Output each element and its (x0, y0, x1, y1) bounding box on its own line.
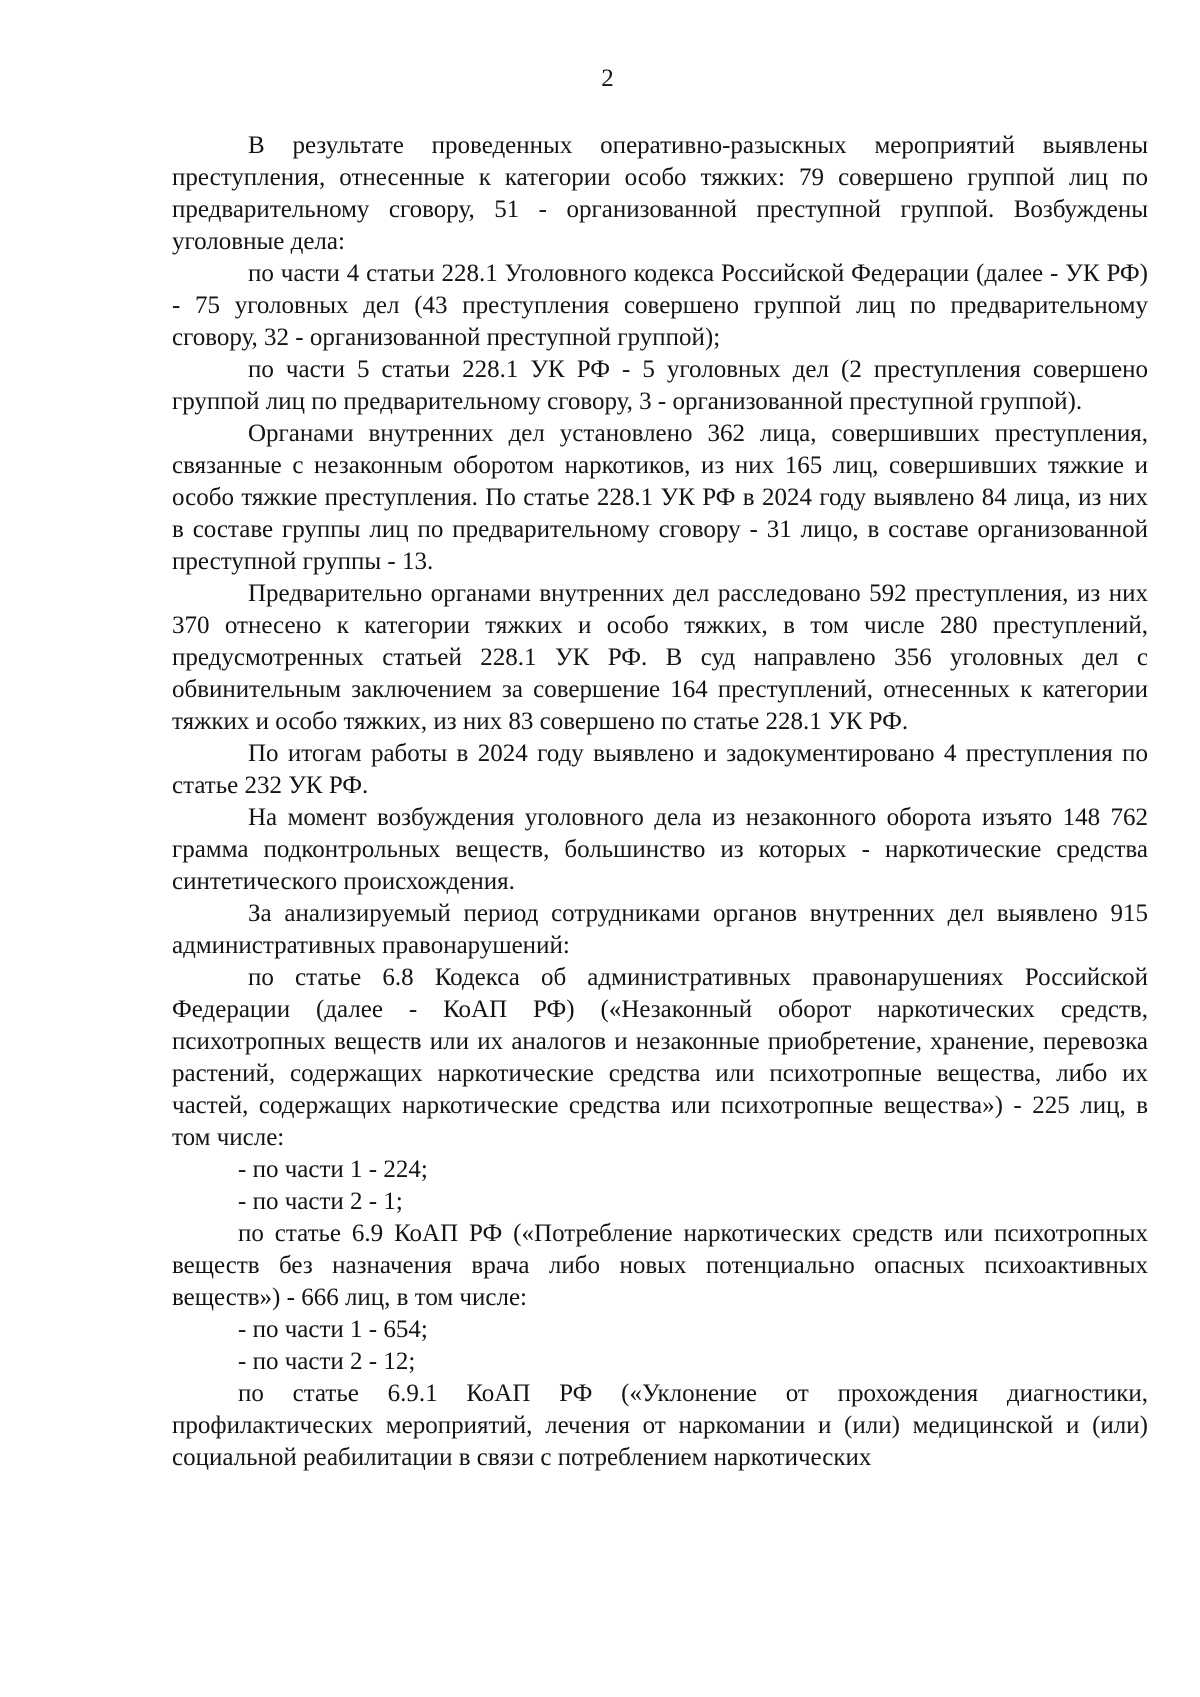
paragraph-article-6-9: по статье 6.9 КоАП РФ («Потребление наркотических средств или психотропных веществ без назначения врача либо новых потенциально опасных психоактивных веществ») - 666 лиц, в том числе: (172, 1220, 1148, 1311)
document-body (172, 130, 1148, 1474)
paragraph-ord-results: В результате проведенных оперативно-разыскных мероприятий выявлены преступления, отнесенные к категории особо тяжких: 79 совершено группой лиц по предварительному сговору, 51 - организованной преступной группой. Возбуждены уголовные дела: (172, 132, 1148, 255)
paragraph-part4-228-1: по части 4 статьи 228.1 Уголовного кодекса Российской Федерации (далее - УК РФ) - 75 уголовных дел (43 преступления совершено группой лиц по предварительному сговору, 32 - организованной преступной группой); (172, 260, 1148, 351)
list-item-6-8-part1: - по части 1 - 224; (238, 1156, 428, 1183)
list-item-6-9-part1: - по части 1 - 654; (238, 1316, 428, 1343)
paragraph-article-6-9-1: по статье 6.9.1 КоАП РФ («Уклонение от прохождения диагностики, профилактических мероприятий, лечения от наркомании и (или) медицинской и (или) социальной реабилитации в связи с потреблением наркотических (172, 1380, 1148, 1471)
list-item-6-8-part2: - по части 2 - 1; (238, 1188, 403, 1215)
paragraph-part5-228-1: по части 5 статьи 228.1 УК РФ - 5 уголовных дел (2 преступления совершено группой лиц по предварительному сговору, 3 - организованной преступной группой). (172, 356, 1148, 415)
list-item-6-9-part2: - по части 2 - 12; (238, 1348, 416, 1375)
paragraph-article-6-8: по статье 6.8 Кодекса об административных правонарушениях Российской Федерации (далее - КоАП РФ) («Незаконный оборот наркотических средств, психотропных веществ или их аналогов и незаконные приобретение, хранение, перевозка растений, содержащих наркотические средства или психотропные вещества, либо их частей, содержащих наркотические средства или психотропные вещества») - 225 лиц, в том числе: (172, 964, 1148, 1151)
paragraph-admin-offenses: За анализируемый период сотрудниками органов внутренних дел выявлено 915 административных правонарушений: (172, 900, 1148, 959)
paragraph-seized-substances: На момент возбуждения уголовного дела из незаконного оборота изъято 148 762 грамма подконтрольных веществ, большинство из которых - наркотические средства синтетического происхождения. (172, 804, 1148, 895)
paragraph-investigated-crimes: Предварительно органами внутренних дел расследовано 592 преступления, из них 370 отнесено к категории тяжких и особо тяжких, в том числе 280 преступлений, предусмотренных статьей 228.1 УК РФ. В суд направлено 356 уголовных дел с обвинительным заключением за совершение 164 преступлений, отнесенных к категории тяжких и особо тяжких, из них 83 совершено по статье 228.1 УК РФ. (172, 580, 1148, 735)
paragraph-article-232: По итогам работы в 2024 году выявлено и задокументировано 4 преступления по статье 232 УК РФ. (172, 740, 1148, 799)
paragraph-persons-established: Органами внутренних дел установлено 362 лица, совершивших преступления, связанные с незаконным оборотом наркотиков, из них 165 лиц, совершивших тяжкие и особо тяжкие преступления. По статье 228.1 УК РФ в 2024 году выявлено 84 лица, из них в составе группы лиц по предварительному сговору - 31 лицо, в составе организованной преступной группы - 13. (172, 420, 1148, 575)
page-number: 2 (601, 65, 614, 92)
